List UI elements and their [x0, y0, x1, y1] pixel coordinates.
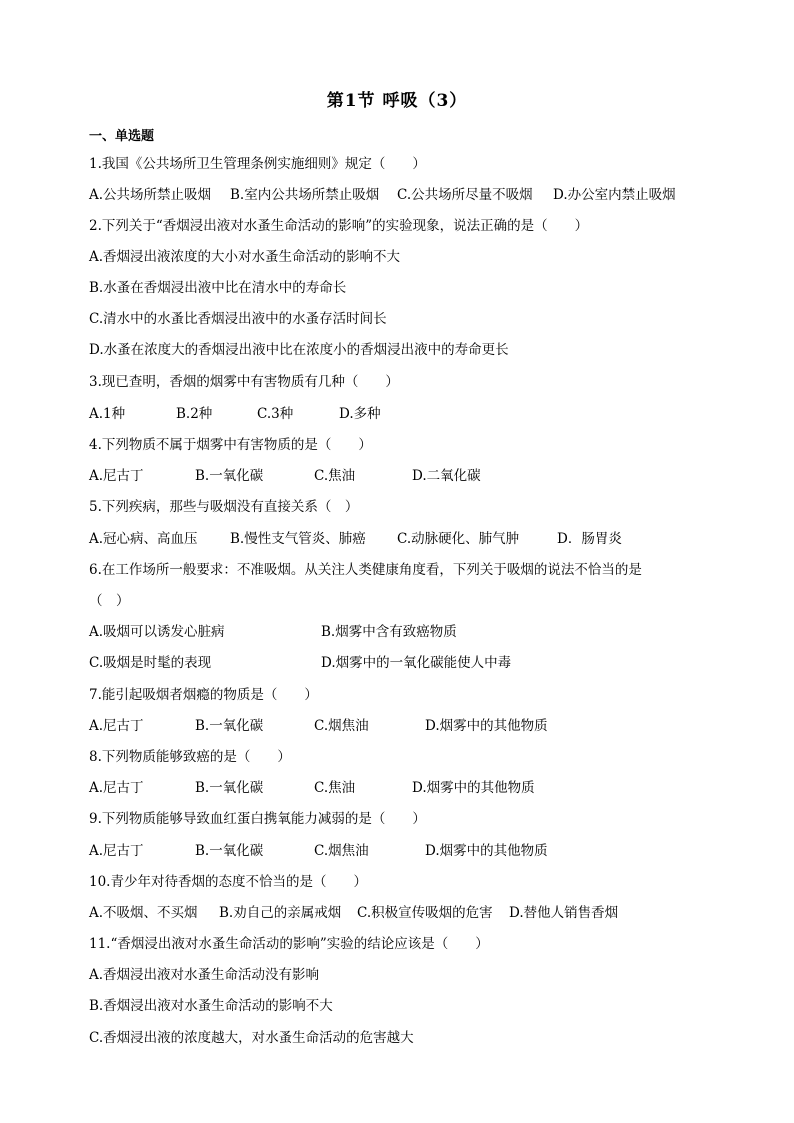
- question-6-option-a: A.吸烟可以诱发心脏病: [89, 624, 225, 640]
- question-11-option-c: C.香烟浸出液的浓度越大，对水蚤生命活动的危害越大: [89, 1030, 414, 1046]
- question-10-option-b: B.劝自己的亲属戒烟: [219, 905, 342, 921]
- question-5-option-c: C.动脉硬化、肺气肿: [397, 531, 520, 547]
- question-1-option-d: D.办公室内禁止吸烟: [553, 187, 676, 203]
- question-6-stem: 6.在工作场所一般要求：不准吸烟。从关注人类健康角度看，下列关于吸烟的说法不恰当的是: [89, 562, 642, 578]
- question-4-option-a: A.尼古丁: [89, 468, 144, 484]
- question-3-option-c: C.3种: [257, 406, 294, 422]
- question-10-option-d: D.替他人销售香烟: [509, 905, 619, 921]
- question-8-option-d: D.烟雾中的其他物质: [412, 780, 535, 796]
- question-3-option-a: A.1种: [89, 406, 126, 422]
- question-1-option-a: A.公共场所禁止吸烟: [89, 187, 212, 203]
- question-8-option-a: A.尼古丁: [89, 780, 144, 796]
- question-4-option-b: B.一氧化碳: [195, 468, 264, 484]
- question-5-option-d: D．肠胃炎: [557, 531, 622, 547]
- question-5-option-b: B.慢性支气管炎、肺癌: [230, 531, 366, 547]
- question-7-option-c: C.烟焦油: [314, 718, 369, 734]
- question-9-option-a: A.尼古丁: [89, 843, 144, 859]
- question-6-option-b: B.烟雾中含有致癌物质: [321, 624, 457, 640]
- question-5-stem: 5.下列疾病，那些与吸烟没有直接关系（ ）: [89, 499, 359, 515]
- question-1-stem: 1.我国《公共场所卫生管理条例实施细则》规定（ ）: [89, 156, 426, 172]
- question-9-option-b: B.一氧化碳: [195, 843, 264, 859]
- question-4-option-d: D.二氧化碳: [412, 468, 481, 484]
- question-2-option-d: D.水蚤在浓度大的香烟浸出液中比在浓度小的香烟浸出液中的寿命更长: [89, 342, 509, 358]
- question-11-option-a: A.香烟浸出液对水蚤生命活动没有影响: [89, 967, 320, 983]
- question-7-option-a: A.尼古丁: [89, 718, 144, 734]
- page-title: 第1节 呼吸（3）: [326, 91, 468, 111]
- question-6-stem-continued: （ ）: [89, 593, 130, 609]
- question-2-option-c: C.清水中的水蚤比香烟浸出液中的水蚤存活时间长: [89, 311, 387, 327]
- question-2-option-a: A.香烟浸出液浓度的大小对水蚤生命活动的影响不大: [89, 249, 401, 265]
- question-7-stem: 7.能引起吸烟者烟瘾的物质是（ ）: [89, 687, 318, 703]
- question-1-option-c: C.公共场所尽量不吸烟: [397, 187, 533, 203]
- question-10-stem: 10.青少年对待香烟的态度不恰当的是（ ）: [89, 874, 367, 890]
- question-8-option-c: C.焦油: [314, 780, 356, 796]
- question-8-stem: 8.下列物质能够致癌的是（ ）: [89, 749, 291, 765]
- question-4-stem: 4.下列物质不属于烟雾中有害物质的是（ ）: [89, 437, 372, 453]
- question-9-option-d: D.烟雾中的其他物质: [425, 843, 548, 859]
- question-3-stem: 3.现已查明，香烟的烟雾中有害物质有几种（ ）: [89, 374, 399, 390]
- question-11-option-b: B.香烟浸出液对水蚤生命活动的影响不大: [89, 998, 333, 1014]
- question-11-stem: 11.“香烟浸出液对水蚤生命活动的影响”实验的结论应该是（ ）: [89, 936, 489, 952]
- question-9-option-c: C.烟焦油: [314, 843, 369, 859]
- question-9-stem: 9.下列物质能够导致血红蛋白携氧能力减弱的是（ ）: [89, 811, 426, 827]
- question-3-option-d: D.多种: [339, 406, 381, 422]
- question-10-option-c: C.积极宣传吸烟的危害: [357, 905, 493, 921]
- question-1-option-b: B.室内公共场所禁止吸烟: [230, 187, 380, 203]
- question-6-option-d: D.烟雾中的一氧化碳能使人中毒: [321, 655, 512, 671]
- question-7-option-b: B.一氧化碳: [195, 718, 264, 734]
- question-2-stem: 2.下列关于“香烟浸出液对水蚤生命活动的影响”的实验现象，说法正确的是（ ）: [89, 218, 589, 234]
- question-2-option-b: B.水蚤在香烟浸出液中比在清水中的寿命长: [89, 280, 347, 296]
- question-7-option-d: D.烟雾中的其他物质: [425, 718, 548, 734]
- question-3-option-b: B.2种: [176, 406, 213, 422]
- section-heading: 一、单选题: [89, 129, 155, 144]
- question-10-option-a: A.不吸烟、不买烟: [89, 905, 198, 921]
- question-8-option-b: B.一氧化碳: [195, 780, 264, 796]
- question-6-option-c: C.吸烟是时髦的表现: [89, 655, 212, 671]
- question-5-option-a: A.冠心病、高血压: [89, 531, 198, 547]
- question-4-option-c: C.焦油: [314, 468, 356, 484]
